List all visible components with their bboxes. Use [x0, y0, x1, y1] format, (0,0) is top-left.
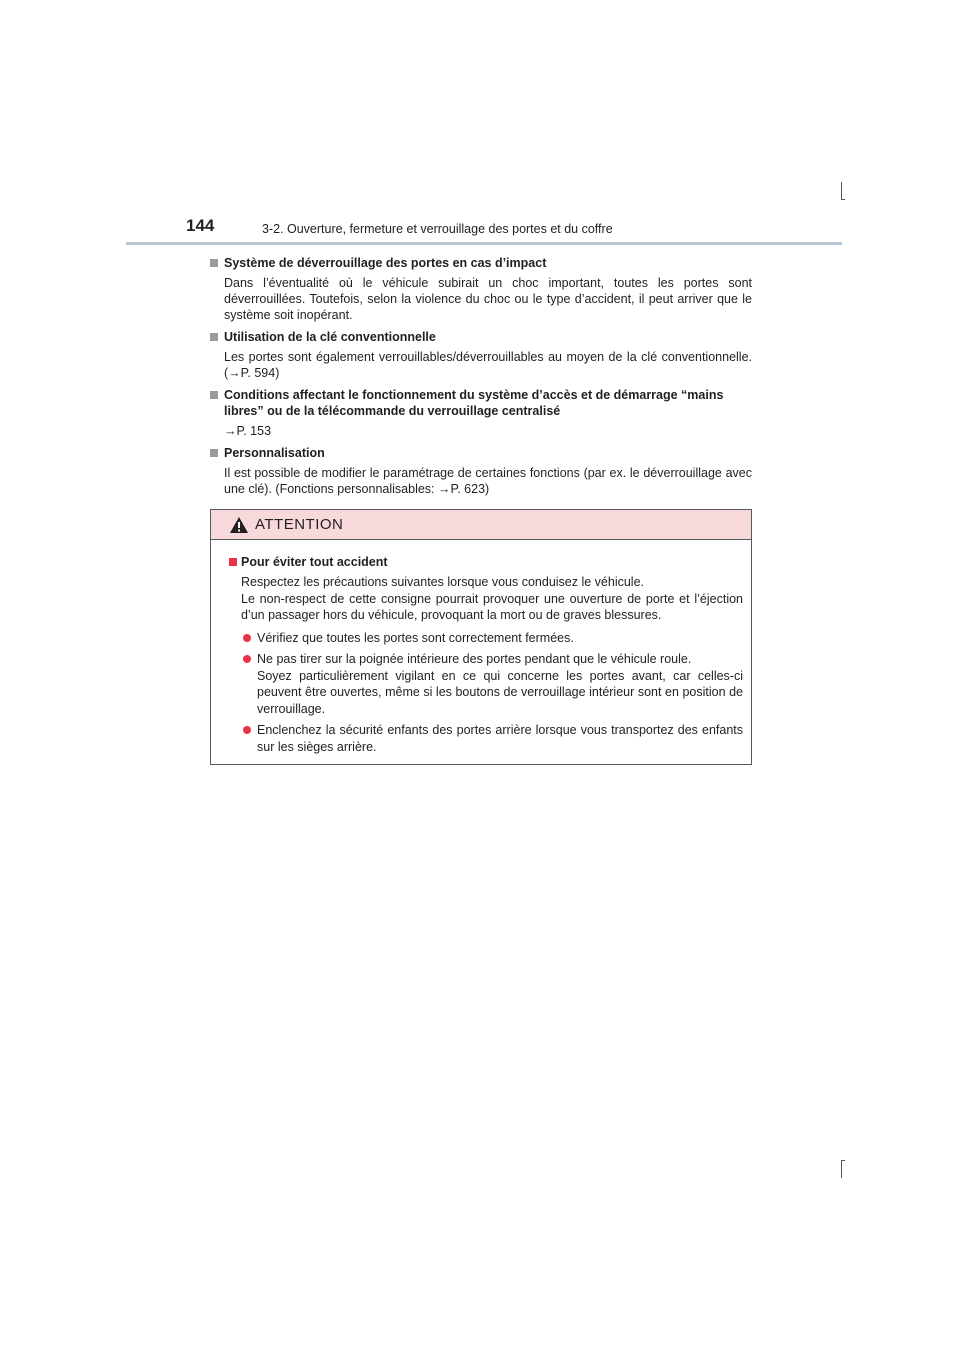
- square-bullet-icon: [210, 333, 218, 341]
- round-bullet-icon: [243, 726, 251, 734]
- warning-body: [211, 540, 751, 755]
- section-body: Il est possible de modifier le paramétrage de certaines fonctions (par ex. le déverrouillage avec une clé). (Fonctions personnalisables: →P. 623): [224, 466, 752, 496]
- round-bullet-icon: [243, 634, 251, 642]
- warning-bullet-list: [229, 630, 743, 756]
- warning-box: [210, 509, 752, 765]
- main-content: [210, 255, 752, 503]
- warning-title: ATTENTION: [255, 516, 344, 533]
- square-bullet-icon: [229, 558, 237, 566]
- warning-bullet: Vérifiez que toutes les portes sont correctement fermées.: [243, 630, 743, 647]
- section-title: Personnalisation: [224, 446, 325, 460]
- header-rule: [126, 242, 842, 245]
- warning-bullet: Ne pas tirer sur la poignée intérieure des portes pendant que le véhicule roule. Soyez particulièrement vigilant en ce qui concerne les portes avant, car celles-ci peuvent être ouvertes, même si les boutons de verrouillage intérieur sont en position de verrouillage.: [243, 651, 743, 717]
- warning-triangle-icon: [229, 516, 249, 534]
- warning-intro-line: Le non-respect de cette consigne pourrait provoquer une ouverture de porte et l’éjection d’un passager hors du véhicule, provoquant la mort ou de graves blessures.: [241, 591, 743, 622]
- warning-bullet: Enclenchez la sécurité enfants des portes arrière lorsque vous transportez des enfants sur les sièges arrière.: [243, 722, 743, 755]
- section-title: Utilisation de la clé conventionnelle: [224, 330, 436, 344]
- section-impact-unlock: [210, 255, 752, 323]
- round-bullet-icon: [243, 655, 251, 663]
- section-operating-conditions: [210, 387, 752, 439]
- crop-mark-bottom: [841, 1160, 842, 1178]
- square-bullet-icon: [210, 259, 218, 267]
- section-body: Les portes sont également verrouillables/déverrouillables au moyen de la clé conventionnelle. (→P. 594): [224, 350, 752, 380]
- section-body: →P. 153: [224, 424, 272, 438]
- crop-mark-top: [841, 182, 842, 200]
- square-bullet-icon: [210, 449, 218, 457]
- section-title: Système de déverrouillage des portes en cas d’impact: [224, 256, 547, 270]
- page-header: [126, 214, 842, 246]
- warning-intro: [241, 574, 743, 624]
- chapter-title: 3-2. Ouverture, fermeture et verrouillage des portes et du coffre: [262, 222, 613, 236]
- warning-header: [211, 510, 751, 540]
- warning-intro-line: Respectez les précautions suivantes lorsque vous conduisez le véhicule.: [241, 575, 645, 589]
- section-title: Conditions affectant le fonctionnement du système d’accès et de démarrage “mains libres” ou de la télécommande du verrouillage centralisé: [224, 388, 724, 418]
- section-conventional-key: [210, 329, 752, 381]
- warning-heading: Pour éviter tout accident: [241, 555, 388, 569]
- square-bullet-icon: [210, 391, 218, 399]
- section-personalization: [210, 445, 752, 497]
- page-number: 144: [186, 216, 215, 235]
- section-body: Dans l’éventualité où le véhicule subirait un choc important, toutes les portes sont déverrouillées. Toutefois, selon la violence du choc ou le type d’accident, il peut arriver que le système soit inopérant.: [224, 276, 752, 322]
